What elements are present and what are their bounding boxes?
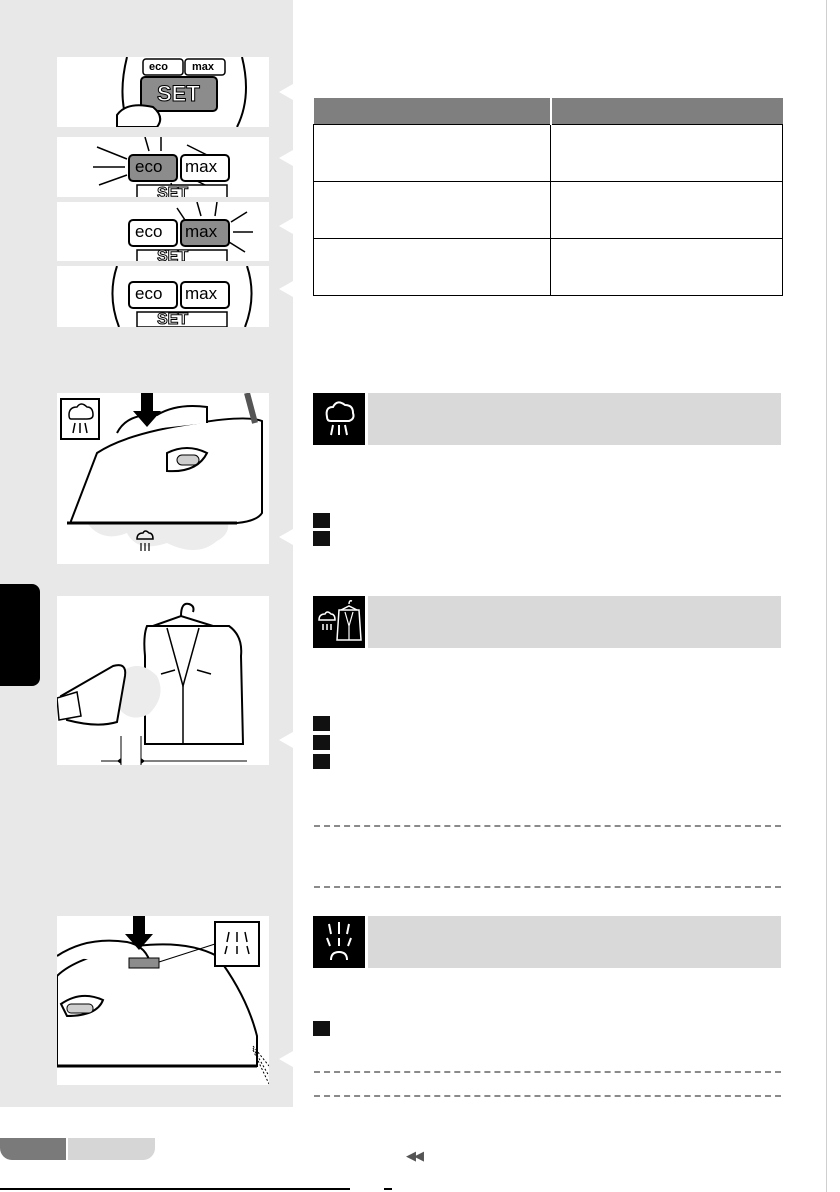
step-number-box [313, 1021, 330, 1036]
note-divider [314, 1071, 781, 1073]
table-cell [551, 182, 783, 239]
note-divider [314, 886, 781, 888]
section-spray-header [313, 916, 781, 968]
pointer-6 [279, 732, 293, 748]
table-cell [551, 239, 783, 296]
note-divider [314, 1095, 781, 1097]
max-label: max [192, 61, 215, 73]
eco-label: eco [135, 222, 163, 241]
table-header-row [314, 98, 783, 125]
illustration-vertical-steam [57, 596, 269, 765]
section-title-bar [368, 916, 781, 968]
eco-label: eco [149, 61, 168, 73]
step-number-box [313, 754, 330, 769]
table-cell [314, 182, 551, 239]
illustration-set-press [57, 57, 269, 127]
steam-boost-icon [313, 393, 365, 445]
page-indicator-track [68, 1138, 155, 1160]
illustration-no-mode [57, 266, 269, 327]
illustration-steam-boost [57, 393, 269, 564]
section-steam-boost-header [313, 393, 781, 445]
pointer-3 [279, 218, 293, 234]
step-number-box [313, 531, 330, 546]
table-header-cell [551, 98, 783, 125]
table-cell [314, 239, 551, 296]
vertical-steam-icon [313, 596, 365, 648]
max-label: max [185, 222, 218, 241]
spray-drawing [57, 916, 269, 1085]
pointer-1 [279, 84, 293, 100]
language-tab[interactable] [0, 584, 40, 686]
step-number-box [313, 735, 330, 750]
table-cell [314, 125, 551, 182]
note-divider [314, 825, 781, 827]
pointer-7 [279, 1051, 293, 1067]
illustration-max-active [57, 202, 269, 261]
vertical-steam-drawing [57, 596, 269, 765]
max-label: max [185, 284, 218, 303]
page-indicator-current [0, 1138, 66, 1160]
set-label-cut: SET [157, 248, 189, 261]
section-title-bar [368, 596, 781, 648]
table-row [314, 125, 783, 182]
footer-rule [0, 1188, 350, 1190]
table-cell [551, 125, 783, 182]
pointer-4 [279, 281, 293, 297]
back-navigation-icon[interactable]: ◀◀ [406, 1148, 422, 1163]
pointer-5 [279, 529, 293, 545]
set-button-label: SET [157, 81, 200, 106]
steam-boost-drawing [57, 393, 269, 564]
steam-mode-table [313, 98, 783, 296]
set-label-cut: SET [157, 185, 189, 197]
step-number-box [313, 716, 330, 731]
illustration-eco-active [57, 137, 269, 197]
table-row [314, 239, 783, 296]
step-number-box [313, 513, 330, 528]
illustration-spray [57, 916, 269, 1085]
spray-icon [313, 916, 365, 968]
set-label-cut: SET [157, 311, 189, 327]
table-header-cell [314, 98, 551, 125]
table-row [314, 182, 783, 239]
footer-rule-mark [384, 1188, 392, 1190]
max-label: max [185, 157, 218, 176]
section-title-bar [368, 393, 781, 445]
eco-label: eco [135, 284, 163, 303]
page-edge-line [826, 0, 827, 1192]
pointer-2 [279, 150, 293, 166]
section-vertical-steam-header [313, 596, 781, 648]
eco-label: eco [135, 157, 163, 176]
